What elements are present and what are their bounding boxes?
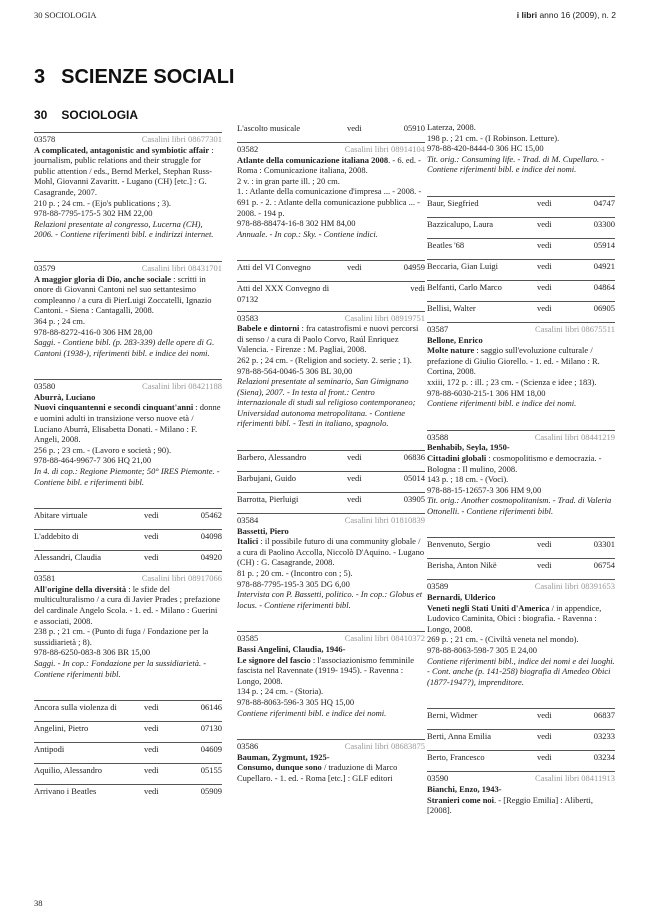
column-3 (427, 122, 615, 827)
entry-title: Italici (237, 536, 259, 547)
entry-note: Saggi. - Contiene bibl. (p. 283-339) delle opere di G. Cantoni (1938-), riferimenti bibl. e indice dei nomi. (34, 337, 215, 358)
entry-isbn: 978-88-8063-596-3 305 HQ 15,00 (237, 696, 355, 707)
entry-title: A maggior gloria di Dio, anche sociale (34, 273, 172, 284)
entry-number: 03588 (427, 431, 449, 442)
entry-title: Cittadini globali (427, 452, 487, 463)
cross-reference: Benvenuto, Sergio vedi 03301 (427, 537, 615, 552)
entry-body: : fra catastrofismi e nuovi percorsi di senso / a cura di Paolo Corvo, Raúl Enriquez Valencia. - Firenze : M. Pagliai, 2008. (237, 323, 419, 355)
entry-author: Bauman, Zygmunt, 1925- (237, 751, 330, 762)
entry-source: Casalini libri 08411913 (535, 773, 615, 784)
entry-source: Casalini libri 08441219 (534, 431, 615, 442)
entry-physical: 81 p. ; 20 cm. - (Incontro con ; 5). (237, 568, 353, 579)
entry-author: Aburrà, Luciano (34, 391, 96, 402)
entry-source: Casalini libri 08914104 (344, 144, 425, 154)
entry-title: Babele e dintorni (237, 323, 300, 334)
section-heading (34, 66, 250, 89)
entry-body: : il possibile futuro di una community globale / a cura di Paolino Accolla, Niccolò D'Aquino. - Lugano (CH) : G. Casagrande, 2008. (237, 536, 425, 568)
entry-isbn: 978-88-564-0046-5 306 BL 30,00 (237, 365, 353, 376)
catalog-entry (34, 571, 222, 679)
catalog-entry (237, 739, 425, 783)
page-number: 38 (34, 898, 43, 908)
entry-contents: 1. : Atlante della comunicazione d'impresa ... - 2008. - 691 p. - 2. : Atlante della comunicazione pubblica ... - 2008. - 194 p. (237, 186, 422, 218)
cross-reference: Beatles '68 vedi 05914 (427, 238, 615, 253)
entry-isbn: 978-88-88474-16-8 302 HM 84,00 (237, 218, 356, 229)
cross-reference: Berisha, Anton Nikë vedi 06754 (427, 558, 615, 573)
cross-reference: Barbero, Alessandro vedi 06836 (237, 450, 425, 465)
entry-body: . - [Reggio Emilia] : Aliberti, [2008]. (427, 794, 593, 816)
column-2 (237, 122, 425, 795)
journal-name: i libri (516, 10, 538, 20)
entry-title: Molte nature (427, 345, 475, 356)
cross-reference: Ancora sulla violenza di vedi 06146 (34, 700, 222, 715)
journal-issue: anno 16 (2009), n. 2 (537, 10, 616, 20)
cross-reference: Bellisi, Walter vedi 06905 (427, 301, 615, 316)
entry-title: Le signore del fascio (237, 654, 311, 665)
entry-note: Contiene riferimenti bibl. e indice dei nomi. (427, 398, 577, 409)
entry-body: : saggio sull'evoluzione culturale / prefazione di Giulio Giorello. - 1. ed. - Milano : R. Cortina, 2008. (427, 345, 600, 377)
entry-source: Casalini libri 08683875 (344, 741, 425, 752)
entry-number: 03582 (237, 144, 259, 154)
cross-reference: Abitare virtuale vedi 05462 (34, 508, 222, 523)
entry-note: Relazioni presentate al seminario, San Gimignano (Siena), 2007. - In testa al front.: Centro internazionale di studi sul religioso contemporaneo; Universidad autonoma metropolitana. - Contiene riferimenti bibl. - Testi in italiano, spagnolo. (237, 376, 416, 429)
entry-physical: 143 p. ; 18 cm. - (Voci). (427, 474, 509, 485)
entry-isbn: 978-88-15-12657-3 306 HM 9,00 (427, 484, 542, 495)
entry-number: 03585 (237, 633, 259, 644)
section-number: 3 (34, 66, 46, 88)
cross-reference: Atti del XXX Convegno di vedi 07132 (237, 283, 425, 304)
entry-title: Atlante della comunicazione italiana 2008 (237, 154, 389, 165)
entry-physical: xxiii, 172 p. : ill. ; 23 cm. - (Scienza e idee ; 183). (427, 376, 597, 387)
catalog-entry (237, 631, 425, 718)
entry-note: Saggi. - In cop.: Fondazione per la sussidiarietà. - Contiene riferimenti bibl. (34, 657, 207, 679)
entry-number: 03584 (237, 515, 259, 526)
catalog-entry (427, 579, 615, 687)
entry-physical: 210 p. ; 24 cm. - (Ejo's publications ; 3). (34, 197, 172, 208)
cross-reference: L'addebito di vedi 04098 (34, 529, 222, 544)
entry-number: 03583 (237, 312, 259, 323)
entry-isbn: 978-88-464-9967-7 306 HQ 21,00 (34, 455, 152, 466)
entry-note: Tit. orig.: Another cosmopolitanism. - Trad. di Valeria Ottonelli. - Contiene riferimenti bibl. (427, 495, 612, 516)
cross-reference: Barrotta, Pierluigi vedi 03905 (237, 492, 425, 507)
entry-note: Contiene riferimenti bibl., indice dei nomi e dei luoghi. - Cont. anche (p. 141-258) biografia di Amedeo Obici (1877-1947?), imprenditore. (427, 655, 615, 687)
subsection-title: SOCIOLOGIA (61, 108, 139, 122)
subsection-number: 30 (34, 108, 48, 122)
cross-reference: Bazzicalupo, Laura vedi 03300 (427, 217, 615, 232)
entry-physical: 269 p. ; 21 cm. - (Civiltà veneta nel mondo). (427, 634, 579, 645)
entry-number: 03581 (34, 573, 56, 584)
entry-body: : le sfide del multiculturalismo / a cura di Javier Prades ; prefazione del cardinale Angelo Scola. - 1. ed. - Milano : Guerini e associati, 2008. (34, 583, 220, 626)
cross-reference: Beccaria, Gian Luigi vedi 04921 (427, 259, 615, 274)
entry-source: Casalini libri 08391653 (534, 581, 615, 592)
entry-body: : donne e uomini adulti in transizione verso nuove età / Luciano Aburrà, Elisabetta Donati. - Milano : F. Angeli, 2008. (34, 402, 221, 445)
entry-source: Casalini libri 08675511 (535, 323, 615, 334)
entry-number: 03587 (427, 323, 449, 334)
catalog-entry (427, 771, 615, 815)
running-header-left: 30 SOCIOLOGIA (34, 10, 97, 20)
entry-number: 03589 (427, 581, 449, 592)
entry-source: Casalini libri 08919751 (344, 312, 425, 323)
catalog-entry (237, 513, 425, 610)
entry-physical: 2 v. : in gran parte ill. ; 20 cm. (237, 175, 340, 186)
cross-reference: Angelini, Pietro vedi 07130 (34, 721, 222, 736)
catalog-entry (427, 322, 615, 409)
cross-reference: Berti, Anna Emilia vedi 03233 (427, 729, 615, 744)
entry-physical: 198 p. ; 21 cm. - (I Robinson. Letture). (427, 132, 560, 143)
entry-body: Laterza, 2008. (427, 122, 476, 132)
cross-reference: Berni, Widmer vedi 06837 (427, 708, 615, 723)
entry-note: In 4. di cop.: Regione Piemonte; 50° IRES Piemonte. - Contiene bibl. e riferimenti bibl. (34, 466, 220, 487)
entry-note: Contiene riferimenti bibl. e indice dei nomi. (237, 707, 387, 718)
entry-isbn: 978-88-420-8444-0 306 HC 15,00 (427, 143, 544, 154)
entry-body: : cosmopolitismo e democrazia. - Bologna : Il mulino, 2008. (427, 452, 602, 474)
catalog-entry-continued (427, 122, 615, 175)
entry-author: Benhabib, Seyla, 1950- (427, 442, 510, 453)
entry-title: Consumo, dunque sono (237, 762, 322, 773)
entry-source: Casalini libri 08421188 (142, 381, 222, 392)
entry-physical: 262 p. ; 24 cm. - (Religion and society. 2. serie ; 1). (237, 354, 412, 365)
entry-number: 03586 (237, 741, 259, 752)
cross-reference: Aquilio, Alessandro vedi 05155 (34, 763, 222, 778)
entry-title: Stranieri come noi (427, 794, 495, 805)
entry-author: Bassi Angelini, Claudia, 1946- (237, 644, 346, 654)
entry-body: : journalism, public relations and their struggle for public attention / eds., Bernd Merkel, Stephan Russ-Mohl, Giovanni Zavaritt. - Lugano (CH) [etc.] : G. Casagrande, 2007. (34, 144, 214, 197)
cross-reference: Barbujani, Guido vedi 05014 (237, 471, 425, 486)
cross-reference: Atti del VI Convegno vedi 04959 (237, 260, 425, 275)
entry-body: / traduzione di Marco Cupellaro. - 1. ed. - Roma [etc.] : GLF editori (237, 762, 398, 783)
entry-note: Relazioni presentate al congresso, Lucerna (CH), 2006. - Contiene riferimenti bibl. e indirizzi internet. (34, 218, 214, 240)
catalog-entry (34, 132, 222, 240)
running-header-right (517, 10, 616, 20)
entry-author: Bassetti, Piero (237, 525, 289, 536)
entry-isbn: 978-88-6030-215-1 306 HM 18,00 (427, 387, 546, 398)
entry-isbn: 978-88-8272-416-0 306 HM 28,00 (34, 326, 153, 337)
entry-source: Casalini libri 08917066 (141, 573, 222, 584)
entry-title: All'origine della diversità (34, 583, 127, 594)
entry-source: Casalini libri 08431701 (141, 262, 222, 273)
entry-number: 03590 (427, 773, 449, 784)
cross-reference: Berto, Francesco vedi 03234 (427, 750, 615, 765)
entry-physical: 238 p. ; 21 cm. - (Punto di fuga / Fondazione per la sussidiarietà ; 8). (34, 626, 209, 647)
subsection-heading (34, 108, 152, 122)
entry-body: : scritti in onore di Giovanni Cantoni nel suo settantesimo compleanno / a cura di PierLuigi Zoccatelli, Ignazio Cantoni. - Siena : Cantagalli, 2008. (34, 273, 212, 316)
entry-physical: 256 p. ; 23 cm. - (Lavoro e società ; 90). (34, 444, 172, 455)
entry-title: Nuovi cinquantenni e secondi cinquant'anni (34, 402, 194, 413)
catalog-entry (34, 261, 222, 358)
entry-physical: 364 p. ; 24 cm. (34, 315, 85, 326)
catalog-entry (34, 379, 222, 487)
cross-reference: Alessandri, Claudia vedi 04920 (34, 550, 222, 565)
cross-reference: Arrivano i Beatles vedi 05909 (34, 784, 222, 799)
entry-isbn: 978-88-7795-175-5 302 HM 22,00 (34, 208, 153, 219)
entry-number: 03579 (34, 262, 56, 273)
entry-source: Casalini libri 08410372 (344, 633, 425, 644)
catalog-entry (237, 311, 425, 430)
entry-isbn: 978-88-8063-598-7 305 E 24,00 (427, 645, 538, 656)
entry-isbn: 978-88-6250-083-8 306 BR 15,00 (34, 647, 151, 658)
cross-reference: Belfanti, Carlo Marco vedi 04864 (427, 280, 615, 295)
column-1 (34, 122, 222, 805)
entry-number: 03578 (34, 134, 56, 144)
entry-source: Casalini libri 01810839 (344, 515, 425, 526)
cross-reference: Antipodi vedi 04609 (34, 742, 222, 757)
entry-number: 03580 (34, 381, 56, 392)
catalog-entry (237, 142, 425, 239)
entry-body: / in appendice, Ludovico Caminita, Obici : biografia. - Ravenna : Longo, 2008. (427, 602, 602, 634)
cross-reference: L'ascolto musicale vedi 05910 (237, 123, 425, 133)
entry-author: Bianchi, Enzo, 1943- (427, 784, 502, 794)
entry-note: Intervista con P. Bassetti, politico. - In cop.: Globus et locus. - Contiene riferimenti bibl. (237, 589, 423, 610)
entry-title: A complicated, antagonistic and symbiotic affair (34, 144, 210, 155)
section-title: SCIENZE SOCIALI (61, 66, 235, 88)
entry-body: . - 6. ed. - Roma : Comunicazione italiana, 2008. (237, 154, 421, 176)
entry-physical: 134 p. ; 24 cm. - (Storia). (237, 686, 324, 697)
catalog-entry (427, 430, 615, 517)
entry-author: Bellone, Enrico (427, 334, 483, 345)
entry-author: Bernardi, Ulderico (427, 592, 496, 603)
entry-note: Annuale. - In cop.: Sky. - Contiene indici. (237, 228, 378, 239)
entry-isbn: 978-88-7795-195-3 305 DG 6,00 (237, 578, 350, 589)
entry-source: Casalini libri 08677301 (141, 134, 222, 144)
entry-body: : l'associazionismo femminile fascista nel Ravennate (1919- 1945). - Ravenna : Longo, 2008. (237, 654, 415, 686)
cross-reference: Baur, Siegfried vedi 04747 (427, 196, 615, 211)
entry-title: Veneti negli Stati Uniti d'America (427, 602, 550, 613)
entry-note: Tit. orig.: Consuming life. - Trad. di M. Cupellaro. - Contiene riferimenti bibl. e indice dei nomi. (427, 153, 605, 175)
